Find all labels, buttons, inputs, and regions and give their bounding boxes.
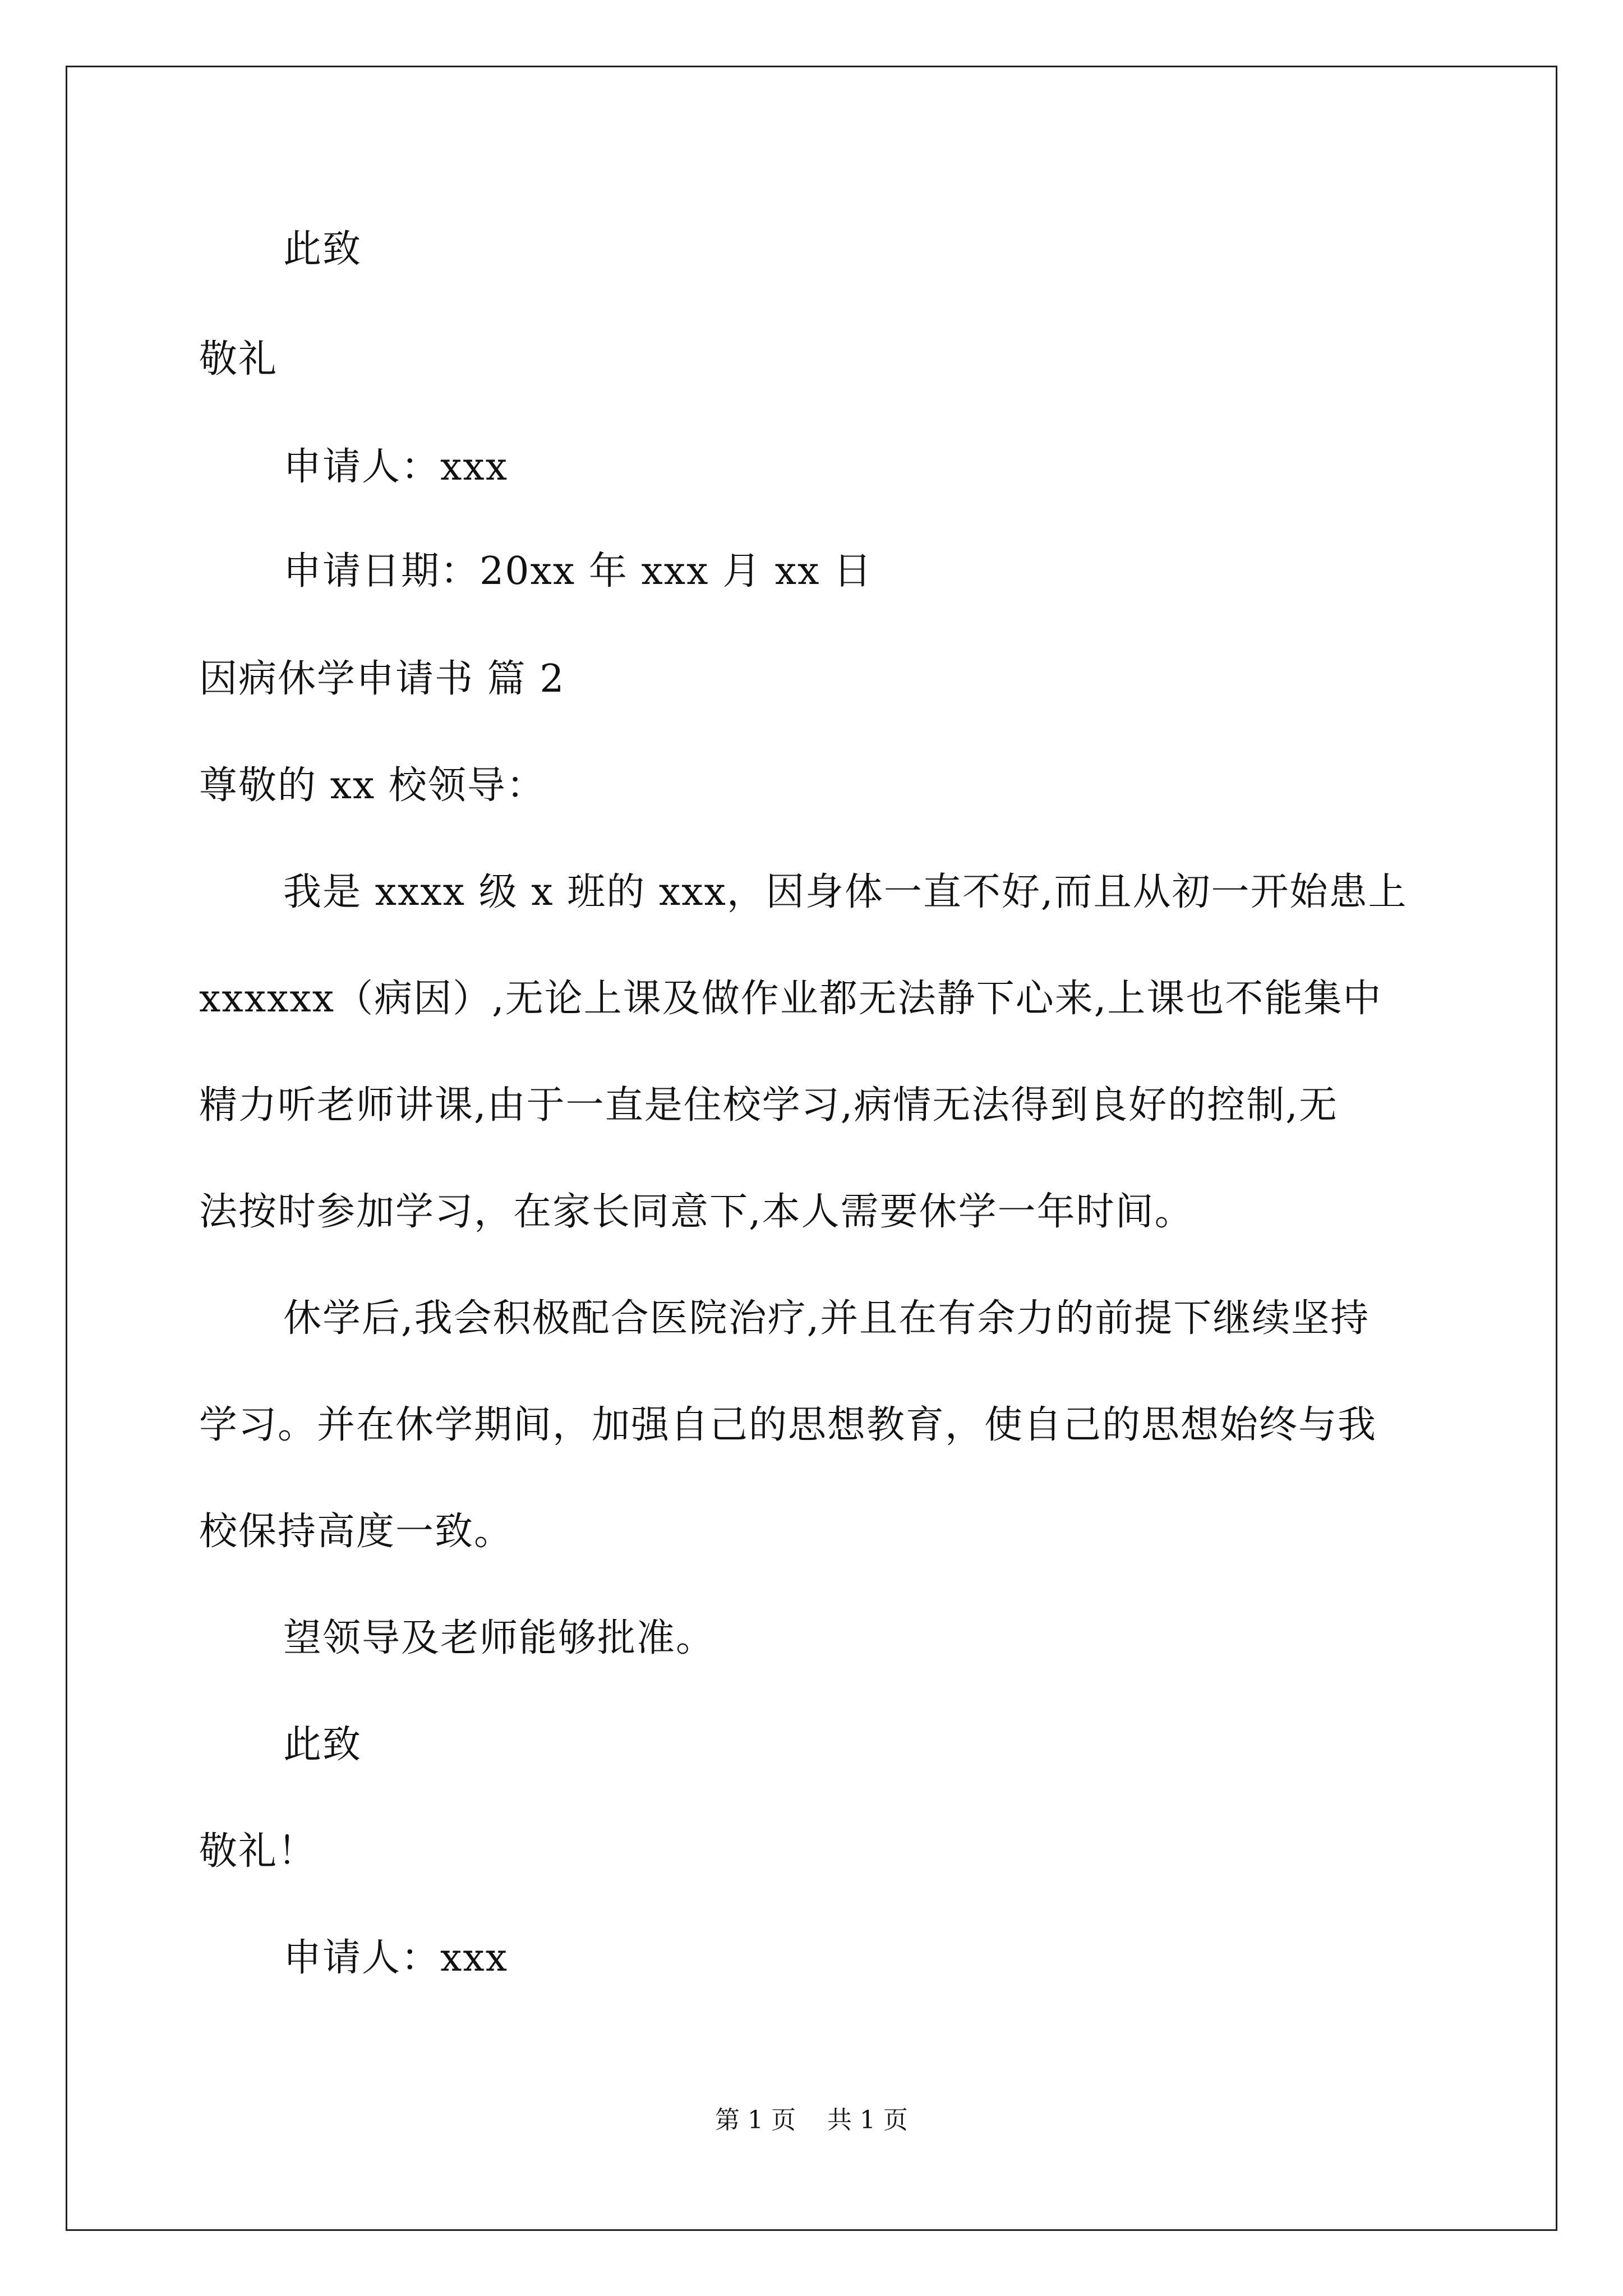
respect-line-2: 敬礼！ [199, 1829, 317, 1874]
body-paragraph-1-line-3: 精力听老师讲课,由于一直是住校学习,病情无法得到良好的控制,无 [199, 1083, 1338, 1128]
body-paragraph-2-line-3: 校保持高度一致。 [199, 1510, 514, 1554]
body-paragraph-2-line-1: 休学后,我会积极配合医院治疗,并且在有余力的前提下继续坚持 [283, 1296, 1370, 1341]
applicant-line: 申请人：xxx [283, 445, 509, 489]
applicant-line-2: 申请人：xxx [283, 1936, 509, 1980]
section-title: 因病休学申请书 篇 2 [199, 657, 565, 701]
body-paragraph-1-line-2: xxxxxx（病因）,无论上课及做作业都无法静下心来,上课也不能集中 [199, 977, 1382, 1021]
body-paragraph-1-line-1: 我是 xxxx 级 x 班的 xxx，因身体一直不好,而且从初一开始患上 [283, 870, 1408, 914]
body-paragraph-2-line-2: 学习。并在休学期间，加强自己的思想教育，使自己的思想始终与我 [199, 1403, 1377, 1447]
body-paragraph-3: 望领导及老师能够批准。 [283, 1616, 716, 1660]
closing-salutation: 此致 [283, 227, 362, 272]
page-footer: 第 1 页 共 1 页 [715, 2106, 908, 2134]
body-paragraph-1-line-4: 法按时参加学习，在家长同意下,本人需要休学一年时间。 [199, 1190, 1194, 1234]
page-border [66, 66, 1557, 2231]
greeting: 尊敬的 xx 校领导： [199, 763, 546, 808]
respect-line: 敬礼 [199, 337, 278, 381]
closing-salutation-2: 此致 [283, 1723, 362, 1767]
application-date-line: 申请日期：20xx 年 xxx 月 xx 日 [283, 549, 873, 593]
